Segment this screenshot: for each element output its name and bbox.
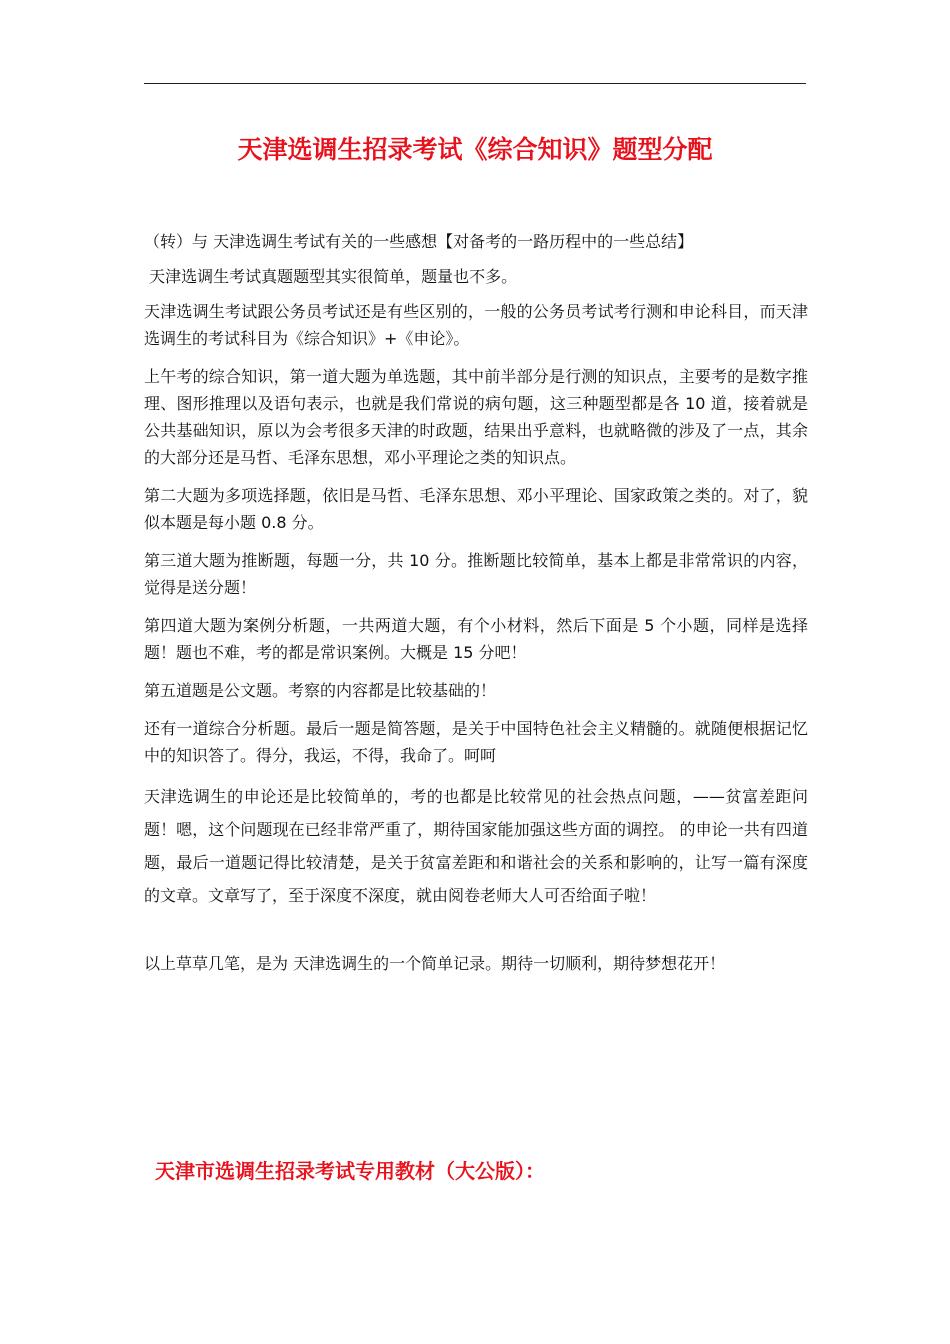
paragraph-shenlun: 天津选调生的申论还是比较简单的，考的也都是比较常见的社会热点问题，——贫富差距问题！嗯，这个问题现在已经非常严重了，期待国家能加强这些方面的调控。 的申论一共有四道题，最后一道题记得比较清楚，是关于贫富差距和和谐社会的关系和影响的，让写一篇有深度的文章。文章写了，至于深度不深度，就由阅卷老师大人可否给面子啦！ — [144, 787, 808, 905]
paragraph-section-four: 第四道大题为案例分析题，一共两道大题，有个小材料，然后下面是 5 个小题，同样是选择题！题也不难，考的都是常识案例。大概是 15 分吧！ — [144, 616, 808, 662]
document-title: 天津选调生招录考试《综合知识》题型分配 — [237, 135, 713, 164]
paragraph-section-three: 第三道大题为推断题，每题一分，共 10 分。推断题比较简单，基本上都是非常常识的内容，觉得是送分题！ — [144, 551, 808, 597]
paragraph-section-one: 上午考的综合知识，第一道大题为单选题，其中前半部分是行测的知识点，主要考的是数字推理、图形推理以及语句表示，也就是我们常说的病句题，这三种题型都是各 10 道，接着就是公共基础知识，原以为会考很多天津的时政题，结果出乎意料，也就略微的涉及了一点，其余的大部分还是马哲、毛泽东思想，邓小平理论之类的知识点。 — [144, 367, 808, 467]
paragraph-comprehensive: 还有一道综合分析题。最后一题是简答题，是关于中国特色社会主义精髓的。就随便根据记忆中的知识答了。得分，我运，不得，我命了。呵呵 — [144, 719, 808, 765]
document-body — [144, 228, 808, 988]
paragraph-intro: （转）与 天津选调生考试有关的一些感想【对备考的一路历程中的一些总结】 — [144, 232, 694, 251]
textbook-heading: 天津市选调生招录考试专用教材（大公版）： — [155, 1159, 545, 1183]
paragraph-section-two: 第二大题为多项选择题，依旧是马哲、毛泽东思想、邓小平理论、国家政策之类的。对了，貌似本题是每小题 0.8 分。 — [144, 486, 808, 532]
paragraph-section-five: 第五道题是公文题。考察的内容都是比较基础的！ — [144, 681, 497, 700]
paragraph-exam-subjects: 天津选调生考试跟公务员考试还是有些区别的，一般的公务员考试考行测和申论科目，而天津选调生的考试科目为《综合知识》+《申论》。 — [144, 302, 808, 348]
paragraph-closing: 以上草草几笔，是为 天津选调生的一个简单记录。期待一切顺利，期待梦想花开！ — [144, 954, 726, 973]
paragraph-summary: 天津选调生考试真题题型其实很简单，题量也不多。 — [144, 267, 518, 286]
top-divider — [144, 83, 806, 84]
